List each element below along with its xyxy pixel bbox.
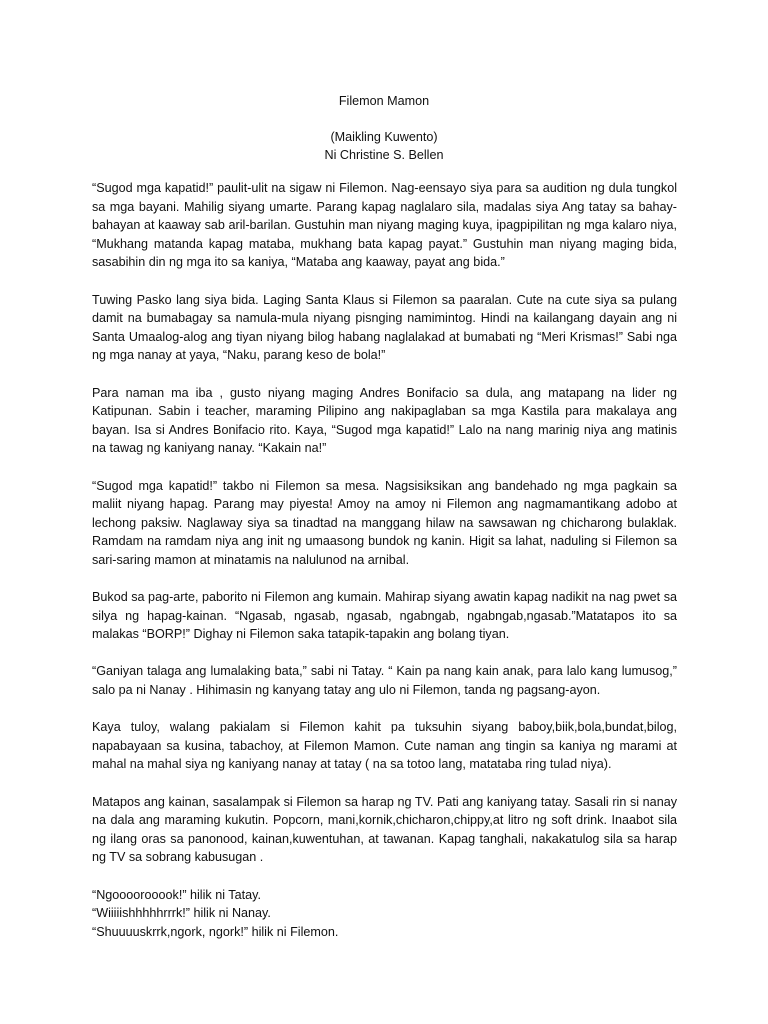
story-paragraph: Tuwing Pasko lang siya bida. Laging Santa Klaus si Filemon sa paaralan. Cute na cute siya sa pulang damit na bumabagay sa namula-mula niyang pisnging namimintog. Hindi na kailangang dayain ang ni Santa Umaalog-alog ang tiyan niyang bilog habang naglalakad at bumabati ng “Meri Krismas!” Sabi nga ng mga nanay at yaya, “Naku, parang keso de bola!” bbox=[92, 292, 677, 363]
snore-lines bbox=[92, 886, 677, 942]
snore-line-filemon: “Shuuuuskrrk,ngork, ngork!” hilik ni Filemon. bbox=[92, 924, 339, 939]
snore-line-nanay: “Wiiiiishhhhhrrrk!” hilik ni Nanay. bbox=[92, 906, 271, 921]
story-paragraph: Para naman ma iba , gusto niyang maging Andres Bonifacio sa dula, ang matapang na lider ng Katipunan. Sabin i teacher, maraming Pilipino ang nakipaglaban sa mga Kastila para makalaya ang bayan. Isa si Andres Bonifacio rito. Kaya, “Sugod mga kapatid!” Lalo na nang marinig niya ang matinis na tawag ng kaniyang nanay. “Kakain na!” bbox=[92, 385, 677, 456]
story-title: Filemon Mamon bbox=[338, 94, 430, 108]
story-paragraph: “Sugod mga kapatid!” takbo ni Filemon sa mesa. Nagsisiksikan ang bandehado ng mga pagkain sa maliit niyang hapag. Parang may piyesta! Amoy na amoy ni Filemon ang nagmamantikang adobo at lechong paksiw. Naglaway siya sa tinadtad na manggang hilaw na sawsawan ng chicharong bulaklak. Ramdam na ramdam niya ang init ng umaasong bundok ng kanin. Higit sa lahat, naduling si Filemon sa sari-saring mamon at minatamis na nalulunod na arnibal. bbox=[92, 478, 677, 567]
story-paragraph: Kaya tuloy, walang pakialam si Filemon kahit pa tuksuhin siyang baboy,biik,bola,bundat,bilog, napabayaan sa kusina, tabachoy, at Filemon Mamon. Cute naman ang tingin sa kaniya ng marami at mahal na mahal siya ng kaniyang nanay at tatay ( na sa totoo lang, matataba ring tulad niya). bbox=[92, 720, 677, 772]
story-paragraph: Bukod sa pag-arte, paborito ni Filemon ang kumain. Mahirap siyang awatin kapag nadikit na nag pwet sa silya ng hapag-kainan. “Ngasab, ngasab, ngasab, ngabngab, ngabngab,ngasab.”Matatapos ito sa malakas “BORP!” Dighay ni Filemon saka tatapik-tapakin ang bolang tiyan. bbox=[92, 590, 677, 642]
story-subtitle: (Maikling Kuwento) bbox=[330, 130, 438, 144]
story-paragraph: “Sugod mga kapatid!” paulit-ulit na sigaw ni Filemon. Nag-eensayo siya para sa audition ng dula tungkol sa mga bayani. Mahilig siyang umarte. Parang kapag naglalaro sila, madalas siya Ang tatay sa bahay-bahayan at kaaway sab aril-barilan. Gustuhin man niyang maging kuya, ipagpipilitan ng mga kalaro niya, “Mukhang matanda kapag mataba, mukhang bata kapag payat.” Gustuhin man niyang maging bida, sasabihin din ng mga ito sa kaniya, “Mataba ang kaaway, payat ang bida.” bbox=[92, 181, 677, 270]
snore-line-tatay: “Ngoooorooook!” hilik ni Tatay. bbox=[92, 887, 261, 902]
story-paragraph: “Ganiyan talaga ang lumalaking bata,” sabi ni Tatay. “ Kain pa nang kain anak, para lalo kang lumusog,” salo pa ni Nanay . Hihimasin ng kanyang tatay ang ulo ni Filemon, tanda ng pagsang-ayon. bbox=[92, 664, 677, 698]
story-author: Ni Christine S. Bellen bbox=[324, 148, 444, 162]
story-paragraph: Matapos ang kainan, sasalampak si Filemon sa harap ng TV. Pati ang kaniyang tatay. Sasali rin si nanay na dala ang maraming kukutin. Popcorn, mani,kornik,chicharon,chippy,at litro ng soft drink. Inaabot sila ng ilang oras sa panonood, kainan,kuwentuhan, at tawanan. Kapag tanghali, nakakatulog sila sa harap ng TV sa sobrang kabusugan . bbox=[92, 794, 677, 865]
story-body bbox=[92, 179, 677, 941]
